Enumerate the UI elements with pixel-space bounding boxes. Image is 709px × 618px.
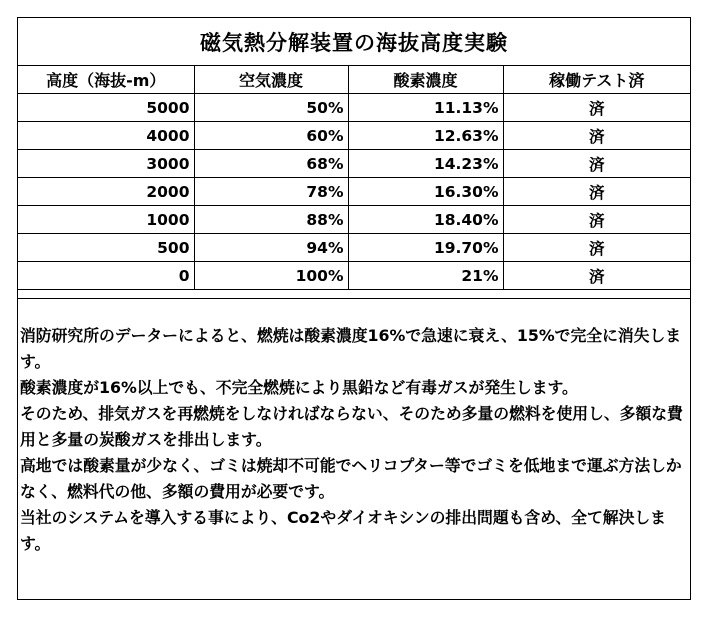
note-paragraph: 消防研究所のデーターによると、燃焼は酸素濃度16%で急速に衰え、15%で完全に消失します。 [20, 326, 682, 371]
altitude-test-table [18, 65, 690, 290]
table-row [18, 234, 690, 262]
cell-oxygen: 14.23% [348, 150, 503, 178]
table-header-row [18, 66, 690, 94]
cell-air: 60% [194, 122, 348, 150]
cell-air: 50% [194, 94, 348, 122]
cell-oxygen: 11.13% [348, 94, 503, 122]
cell-altitude: 2000 [18, 178, 194, 206]
document-title: 磁気熱分解装置の海抜高度実験 [18, 18, 690, 66]
cell-oxygen: 21% [348, 262, 503, 290]
header-oxygen-concentration: 酸素濃度 [348, 66, 503, 94]
cell-air: 78% [194, 178, 348, 206]
cell-tested: 済 [503, 234, 690, 262]
header-air-concentration: 空気濃度 [194, 66, 348, 94]
cell-oxygen: 16.30% [348, 178, 503, 206]
table-row [18, 122, 690, 150]
note-paragraph: 当社のシステムを導入する事により、Co2やダイオキシンの排出問題も含め、全て解決します。 [20, 508, 666, 553]
cell-air: 68% [194, 150, 348, 178]
table-row [18, 262, 690, 290]
cell-air: 94% [194, 234, 348, 262]
cell-tested: 済 [503, 206, 690, 234]
cell-tested: 済 [503, 150, 690, 178]
header-altitude: 高度（海抜-m） [18, 66, 194, 94]
cell-tested: 済 [503, 122, 690, 150]
notes-section [18, 298, 690, 600]
document-frame [17, 17, 691, 600]
table-row [18, 178, 690, 206]
table-row [18, 94, 690, 122]
table-row [18, 206, 690, 234]
cell-altitude: 1000 [18, 206, 194, 234]
cell-altitude: 3000 [18, 150, 194, 178]
table-row [18, 150, 690, 178]
cell-altitude: 5000 [18, 94, 194, 122]
cell-oxygen: 19.70% [348, 234, 503, 262]
cell-oxygen: 12.63% [348, 122, 503, 150]
cell-altitude: 0 [18, 262, 194, 290]
cell-tested: 済 [503, 262, 690, 290]
note-paragraph: 高地では酸素量が少なく、ゴミは焼却不可能でヘリコプター等でゴミを低地まで運ぶ方法しかなく、燃料代の他、多額の費用が必要です。 [20, 456, 682, 501]
cell-air: 88% [194, 206, 348, 234]
cell-altitude: 500 [18, 234, 194, 262]
cell-oxygen: 18.40% [348, 206, 503, 234]
header-operation-tested: 稼働テスト済 [503, 66, 690, 94]
cell-altitude: 4000 [18, 122, 194, 150]
cell-tested: 済 [503, 178, 690, 206]
cell-tested: 済 [503, 94, 690, 122]
note-paragraph: そのため、排気ガスを再燃焼をしなければならない、そのため多量の燃料を使用し、多額な費用と多量の炭酸ガスを排出します。 [20, 404, 683, 449]
cell-air: 100% [194, 262, 348, 290]
note-paragraph: 酸素濃度が16%以上でも、不完全燃焼により黒鉛など有毒ガスが発生します。 [20, 378, 578, 397]
